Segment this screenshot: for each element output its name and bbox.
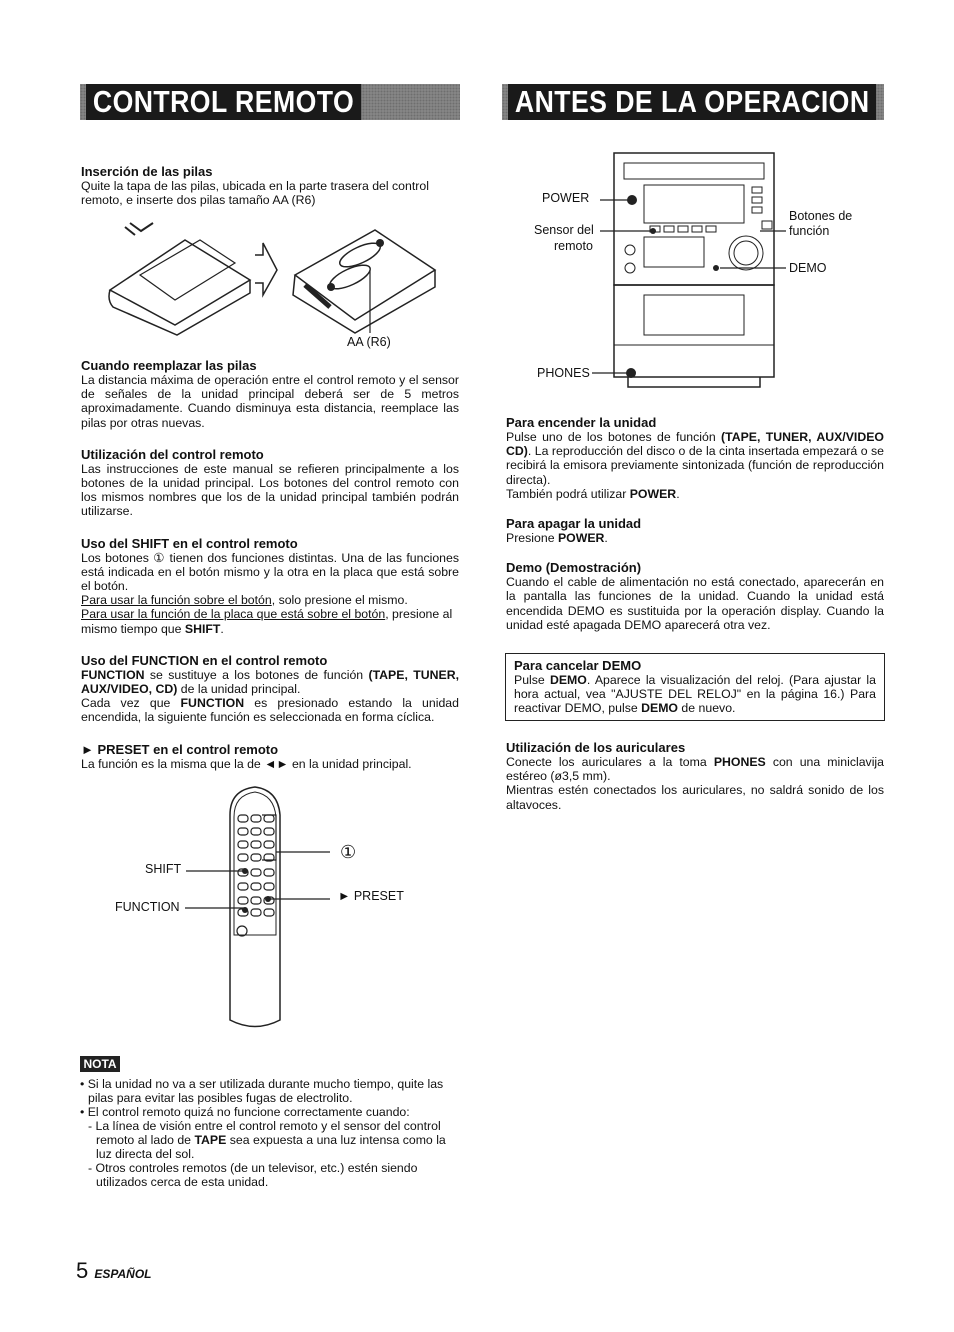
nota-badge: NOTA	[80, 1056, 120, 1072]
demo-body: Cuando el cable de alimentación no está conectado, aparecerán en la pantalla las funciones de la unidad. Cuando la unidad está encendida DEMO es sustituida por la operación display. Cuando la unidad esté apagada DEMO aparecerá otra vez.	[506, 575, 884, 632]
unit-phones-label: PHONES	[537, 366, 590, 380]
shift-line-2-underlined: Para usar la función de la placa que está sobre el botón	[81, 607, 386, 622]
unit-sensor-label-2: remoto	[554, 239, 593, 253]
function-p1-a: se sustituye a los botones de función	[144, 667, 369, 682]
utilizacion-body: Las instrucciones de este manual se refieren principalmente a los botones de la unidad principal. Los botones del control remoto con los mismos nombres que los de la unidad principal también podrán utilizarse.	[81, 461, 459, 519]
apagar-c: .	[604, 531, 608, 546]
apagar-body	[506, 531, 884, 545]
cancelar-b: DEMO	[549, 673, 587, 687]
encender-c: . La reproducción del disco o de la cinta insertada empezará o se recibirá la emisora previamente sintonizada (función de reproducción directa).	[506, 444, 884, 487]
auriculares-a: Conecte los auriculares a la toma	[506, 755, 714, 769]
function-heading: Uso del FUNCTION en el control remoto	[81, 652, 328, 668]
cancelar-body	[514, 673, 876, 716]
remote-shift-label: SHIFT	[145, 862, 182, 876]
encender-power-line	[506, 487, 884, 501]
shift-line-2	[81, 607, 459, 635]
nota-item-2: • El control remoto quizá no funcione correctamente cuando:	[80, 1105, 410, 1119]
remote-circle-one: ①	[340, 842, 357, 862]
shift-line-2-bold: SHIFT	[184, 621, 221, 636]
insercion-heading: Inserción de las pilas	[81, 164, 213, 179]
nota-subitem-1	[80, 1119, 460, 1161]
nota-n3b: TAPE	[194, 1133, 227, 1147]
function-p2-a: Cada vez que	[81, 696, 181, 711]
preset-heading: ► PRESET en el control remoto	[81, 741, 279, 757]
remote-preset-label: ► PRESET	[338, 889, 404, 903]
reemplazar-body: La distancia máxima de operación entre el control remoto y el sensor de señales de la unidad principal deberá ser de 5 metros aproximadamente. Cuando disminuya esta distancia, reemplace las pilas por otras nuevas.	[81, 373, 459, 430]
function-body-2	[81, 696, 459, 724]
preset-body: La función es la misma que la de ◄► en la unidad principal.	[81, 756, 412, 771]
unit-botones-label-1: Botones de	[789, 209, 853, 223]
apagar-heading: Para apagar la unidad	[506, 516, 642, 532]
nota-list	[80, 1077, 460, 1189]
encender-heading: Para encender la unidad	[506, 415, 657, 430]
page-number: 5	[76, 1258, 89, 1283]
banner-left-title: CONTROL REMOTO	[86, 84, 361, 120]
auriculares-heading: Utilización de los auriculares	[506, 740, 686, 755]
function-p1-bold2: (TAPE, TUNER, AUX/VIDEO, CD)	[81, 667, 459, 697]
unit-power-label: POWER	[542, 191, 590, 205]
cancelar-demo-box	[505, 653, 885, 721]
banner-right-title: ANTES DE LA OPERACION	[508, 84, 876, 120]
remote-leader-lines	[180, 868, 300, 928]
left-column-middle	[81, 358, 459, 771]
unit-figure	[600, 145, 790, 395]
shift-line-2-rest: , presione al mismo tiempo que	[81, 607, 453, 636]
cancelar-c: . Aparece la visualización del reloj. (Para ajustar la hora actual, vea "AJUSTE DEL RELOJ" en la página 16.) Para reactivar DEMO, pulse	[514, 673, 876, 716]
shift-line-2-end: .	[220, 621, 224, 636]
encender-body	[506, 430, 884, 487]
unit-demo-label: DEMO	[789, 261, 827, 275]
page-footer	[76, 1258, 152, 1284]
auriculares-c: con una miniclavija estéreo (ø3,5 mm).	[506, 755, 885, 784]
right-column	[506, 415, 884, 632]
encender-d: También podrá utilizar	[506, 486, 630, 501]
function-p2-c: es presionado estando la unidad encendida, la siguiente función es seleccionada en forma cíclica.	[81, 696, 459, 725]
nota-n3c: sea expuesta a una luz intensa como la luz directa del sol.	[96, 1133, 446, 1161]
nota-n3a: - La línea de visión entre el control remoto y el sensor del control remoto al lado de	[88, 1119, 441, 1147]
shift-body: Los botones ① tienen dos funciones distintas. Una de las funciones está indicada en el botón mismo y la otra en la placa que está sobre el botón.	[81, 550, 459, 594]
function-p1-bold: FUNCTION	[81, 667, 145, 682]
auriculares-b: PHONES	[713, 755, 766, 769]
nota-subitem-2: - Otros controles remotos (de un televisor, etc.) estén siendo utilizados cerca de esta unidad.	[88, 1161, 418, 1189]
cancelar-heading: Para cancelar DEMO	[514, 658, 642, 673]
banner-left	[80, 84, 460, 120]
banner-right	[502, 84, 884, 120]
nota-item-1: • Si la unidad no va a ser utilizada durante mucho tiempo, quite las pilas para evitar las posibles fugas de electrolito.	[80, 1077, 444, 1105]
auriculares-section	[506, 740, 884, 812]
demo-heading: Demo (Demostración)	[506, 560, 642, 576]
encender-b: (TAPE, TUNER, AUX/VIDEO CD)	[506, 430, 884, 459]
apagar-a: Presione	[506, 531, 558, 546]
battery-size-label: AA (R6)	[347, 335, 391, 349]
cancelar-d: DEMO	[641, 701, 679, 716]
insercion-body: Quite la tapa de las pilas, ubicada en la parte trasera del control remoto, e inserte dos pilas tamaño AA (R6)	[81, 179, 429, 208]
battery-insert-figure	[105, 215, 445, 345]
unit-sensor-label-1: Sensor del	[534, 223, 594, 237]
utilizacion-heading: Utilización del control remoto	[81, 446, 264, 462]
function-p2-bold: FUNCTION	[180, 696, 245, 711]
left-column-top	[81, 164, 459, 207]
function-p1-c: de la unidad principal.	[177, 682, 301, 697]
shift-line-1	[81, 593, 459, 607]
auriculares-body	[506, 755, 884, 783]
remote-function-label: FUNCTION	[115, 900, 180, 914]
reemplazar-heading: Cuando reemplazar las pilas	[81, 358, 257, 373]
encender-f: .	[676, 486, 680, 501]
unit-botones-label-2: función	[789, 224, 830, 238]
shift-heading: Uso del SHIFT en el control remoto	[81, 535, 298, 551]
page-language: ESPAÑOL	[94, 1267, 152, 1281]
shift-line-1-rest: , solo presione el mismo.	[271, 593, 408, 608]
apagar-b: POWER	[557, 531, 605, 546]
cancelar-a: Pulse	[514, 673, 550, 687]
encender-e: POWER	[629, 486, 677, 501]
auriculares-body-2: Mientras estén conectados los auriculares, no saldrá sonido de los altavoces.	[506, 783, 884, 812]
shift-line-1-underlined: Para usar la función sobre el botón	[81, 593, 272, 608]
function-body-1	[81, 668, 459, 696]
encender-a: Pulse uno de los botones de función	[506, 430, 721, 444]
cancelar-e: de nuevo.	[678, 701, 736, 716]
